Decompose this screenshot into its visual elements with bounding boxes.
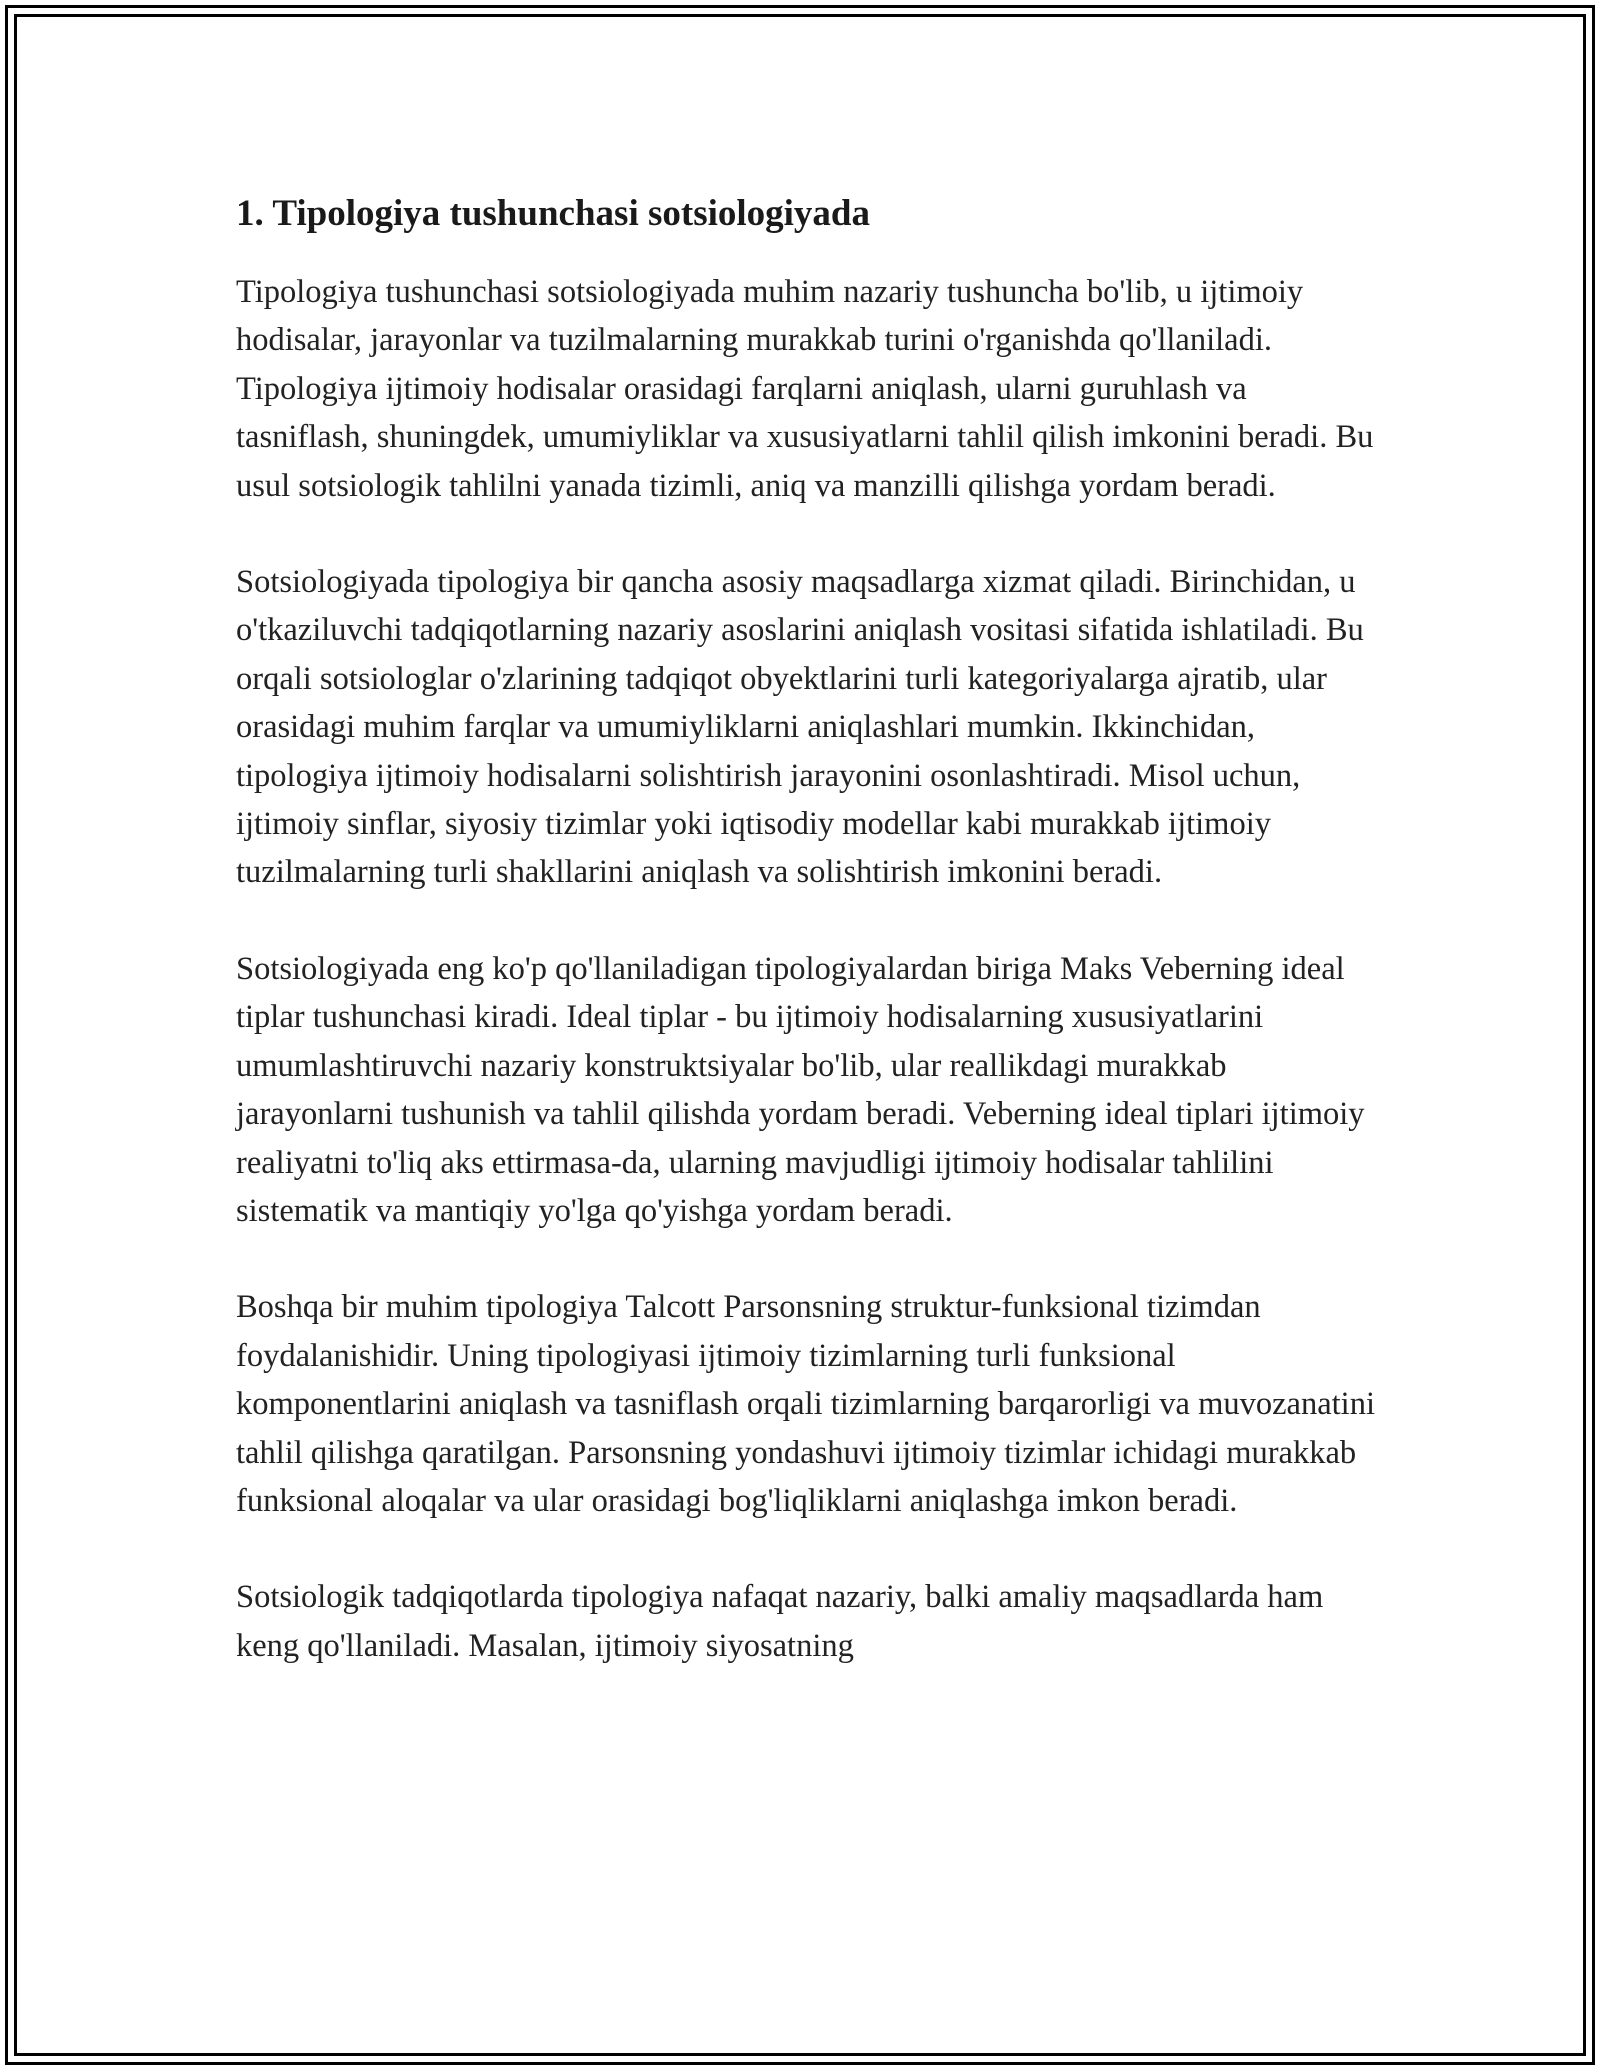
section-heading: 1. Tipologiya tushunchasi sotsiologiyada <box>236 193 871 234</box>
paragraph-2: Sotsiologiyada tipologiya bir qancha asosiy maqsadlarga xizmat qiladi. Birinchidan, u o'tkaziluvchi tadqiqotlarning nazariy asoslarini aniqlash vositasi sifatida ishlatiladi. Bu orqali sotsiologlar o'zlarining tadqiqot obyektlarini turli kategoriyalarga ajratib, ular orasidagi muhim farqlar va umumiyliklarni aniqlashlari mumkin. Ikkinchidan, tipologiya ijtimoiy hodisalarni solishtirish jarayonini osonlashtiradi. Misol uchun, ijtimoiy sinflar, siyosiy tizimlar yoki iqtisodiy modellar kabi murakkab ijtimoiy tuzilmalarning turli shakllarini aniqlash va solishtirish imkonini beradi. <box>236 564 1364 891</box>
paragraph-1: Tipologiya tushunchasi sotsiologiyada muhim nazariy tushuncha bo'lib, u ijtimoiy hodisalar, jarayonlar va tuzilmalarning murakkab turini o'rganishda qo'llaniladi. Tipologiya ijtimoiy hodisalar orasidagi farqlarni aniqlash, ularni guruhlash va tasniflash, shuningdek, umumiyliklar va xususiyatlarni tahlil qilish imkonini beradi. Bu usul sotsiologik tahlilni yanada tizimli, aniq va manzilli qilishga yordam beradi. <box>236 274 1374 504</box>
paragraph-3: Sotsiologiyada eng ko'p qo'llaniladigan tipologiyalardan biriga Maks Veberning ideal tiplar tushunchasi kiradi. Ideal tiplar - bu ijtimoiy hodisalarning xususiyatlarini umumlashtiruvchi nazariy konstruktsiyalar bo'lib, ular reallikdagi murakkab jarayonlarni tushunish va tahlil qilishda yordam beradi. Veberning ideal tiplari ijtimoiy realiyatni to'liq aks ettirmasa-da, ularning mavjudligi ijtimoiy hodisalar tahlilini sistematik va mantiqiy yo'lga qo'yishga yordam beradi. <box>236 950 1365 1229</box>
paragraph-4: Boshqa bir muhim tipologiya Talcott Parsonsning struktur-funksional tizimdan foydalanishidir. Uning tipologiyasi ijtimoiy tizimlarning turli funksional komponentlarini aniqlash va tasniflash orqali tizimlarning barqarorligi va muvozanatini tahlil qilishga qaratilgan. Parsonsning yondashuvi ijtimoiy tizimlar ichidagi murakkab funksional aloqalar va ular orasidagi bog'liqliklarni aniqlashga imkon beradi. <box>236 1289 1375 1519</box>
document-body <box>236 188 1376 1718</box>
paragraph-5: Sotsiologik tadqiqotlarda tipologiya nafaqat nazariy, balki amaliy maqsadlarda ham keng qo'llaniladi. Masalan, ijtimoiy siyosatning <box>236 1579 1324 1664</box>
